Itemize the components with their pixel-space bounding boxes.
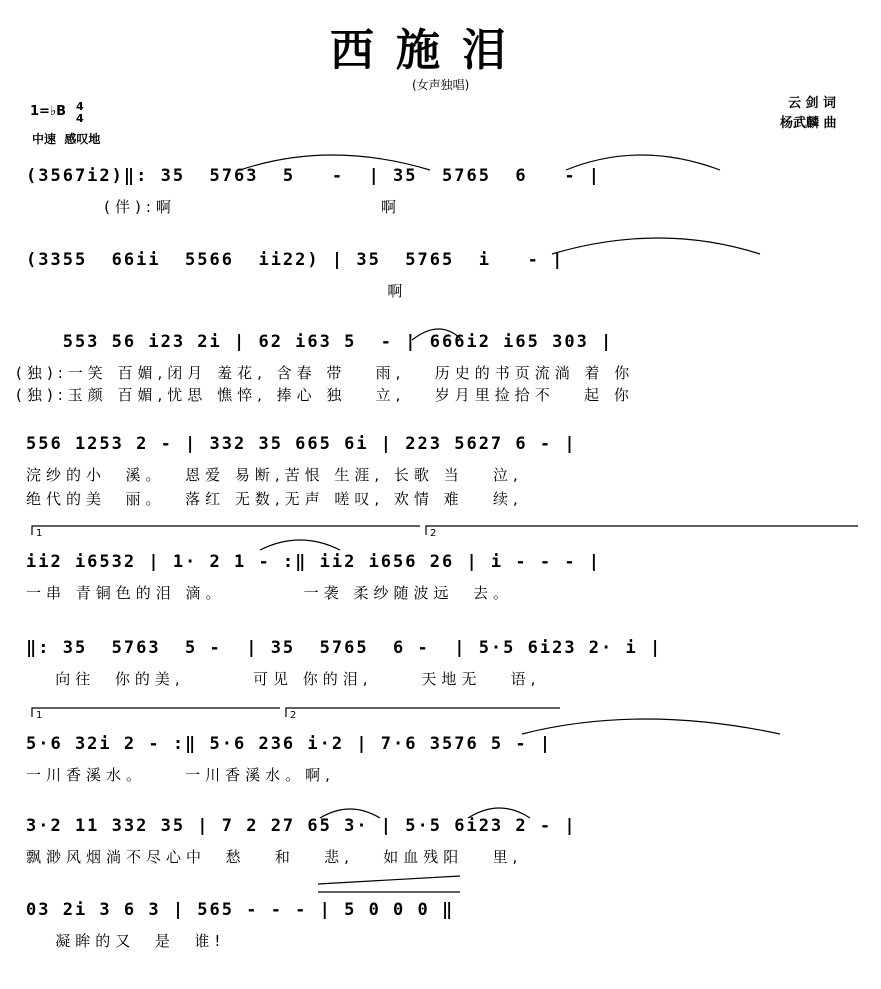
notation-line: 556 1253 2 - | 332 35 665 6i | 223 5627 6 - |	[26, 434, 577, 454]
notation-line: 5·6 32i 2 - :‖ 5·6 236 i·2 | 7·6 3576 5 - |	[26, 734, 553, 754]
lyric-line: (伴):啊 啊	[26, 198, 402, 216]
lyric-line-verse-1: 浣纱的小 溪。 恩爱 易断,苦恨 生涯, 长歌 当 泣,	[26, 466, 523, 484]
slur-arc	[318, 876, 460, 884]
volta-number: 1	[36, 710, 43, 721]
volta-number: 2	[430, 528, 437, 539]
lyric-line-verse-2: (独):玉颜 百媚,忧思 憔悴, 捧心 独 立, 岁月里捡拾不 起 你	[16, 386, 634, 404]
volta-number: 2	[290, 710, 297, 721]
notation-line: 03 2i 3 6 3 | 565 - - - | 5 0 0 0 ‖	[26, 900, 455, 920]
slur-arc	[260, 540, 340, 550]
slur-arc	[240, 155, 430, 170]
volta-bracket-1	[32, 526, 420, 535]
song-subtitle: (女声独唱)	[412, 78, 470, 92]
lyric-line: 一川香溪水。 一川香溪水。啊,	[26, 766, 335, 784]
slur-arc	[468, 808, 530, 818]
song-title: 西施泪	[330, 25, 528, 76]
lyric-line: 一串 青铜色的泪 滴。 一袭 柔纱随波远 去。	[26, 584, 513, 602]
composer-credit: 杨武麟 曲	[780, 116, 837, 131]
volta-number: 1	[36, 528, 43, 539]
volta-bracket-2	[426, 526, 858, 535]
lyric-line: 凝眸的又 是 谁!	[26, 932, 226, 950]
notation-line: 553 56 i23 2i | 62 i63 5 - | 666i2 i65 303 |	[26, 332, 614, 352]
volta-bracket-2b	[286, 708, 560, 717]
lyric-line-verse-2: 绝代的美 丽。 落红 无数,无声 嗟叹, 欢情 难 续,	[26, 490, 523, 508]
lyric-line: 啊	[26, 282, 408, 300]
notation-line: (3567i2)‖: 35 5763 5 - | 35 5765 6 - |	[26, 166, 602, 186]
lyric-line: 飘渺风烟淌不尽心中 愁 和 悲, 如血残阳 里,	[26, 848, 523, 866]
key-signature: 1=♭B	[30, 104, 66, 119]
time-signature-top: 4	[76, 100, 84, 113]
notation-line: (3355 66ii 5566 ii22) | 35 5765 i - |	[26, 250, 565, 270]
slur-arc	[522, 719, 780, 734]
slur-arc	[412, 329, 462, 340]
lyricist-credit: 云 剑 词	[788, 96, 837, 111]
slur-arc	[320, 809, 380, 818]
time-signature-bottom: 4	[76, 112, 84, 125]
slur-arc	[552, 238, 760, 254]
notation-line: ‖: 35 5763 5 - | 35 5765 6 - | 5·5 6i23 2· i |	[26, 638, 663, 658]
lyric-line: 向往 你的美, 可见 你的泪, 天地无 语,	[26, 670, 541, 688]
lyric-line-verse-1: (独):一笑 百媚,闭月 羞花, 含春 带 雨, 历史的书页流淌 着 你	[16, 364, 635, 382]
volta-bracket-1b	[32, 708, 280, 717]
tempo-marking: 中速 感叹地	[32, 132, 101, 146]
notation-line: 3·2 11 332 35 | 7 2 27 65 3· | 5·5 6i23 2 - |	[26, 816, 577, 836]
slur-arc	[566, 155, 720, 170]
notation-line: ii2 i6532 | 1· 2 1 - :‖ ii2 i656 26 | i - - - |	[26, 552, 602, 572]
